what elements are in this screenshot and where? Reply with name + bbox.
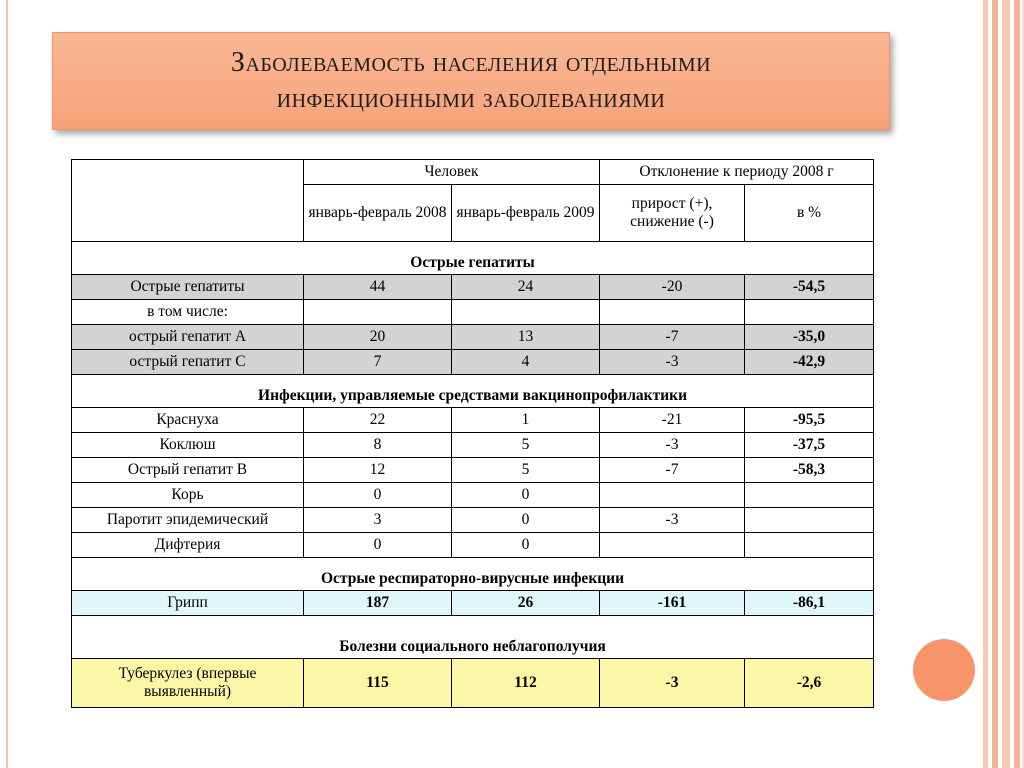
cell-2009: 13: [452, 325, 600, 350]
row-name: Краснуха: [72, 408, 304, 433]
cell-2008: 0: [304, 533, 452, 558]
row-name: Коклюш: [72, 433, 304, 458]
row-name: Туберкулез (впервые выявленный): [72, 659, 304, 708]
row-name: в том числе:: [72, 300, 304, 325]
section-title: Инфекции, управляемые средствами вакцинопрофилактики: [72, 375, 874, 408]
cell-2009: 4: [452, 350, 600, 375]
table-row: [72, 533, 874, 558]
cell-pct: -58,3: [745, 458, 874, 483]
cell-2008: 187: [304, 591, 452, 616]
section-title: Острые респираторно-вирусные инфекции: [72, 558, 874, 591]
cell-pct: -2,6: [745, 659, 874, 708]
table-row: [72, 350, 874, 375]
section-title: Острые гепатиты: [72, 242, 874, 275]
cell-change: -21: [600, 408, 745, 433]
row-name: острый гепатит А: [72, 325, 304, 350]
cell-2009: 24: [452, 275, 600, 300]
table-row: [72, 591, 874, 616]
row-name: острый гепатит С: [72, 350, 304, 375]
cell-change: -7: [600, 325, 745, 350]
left-border-line: [6, 0, 8, 768]
cell-2009: 5: [452, 433, 600, 458]
section-row: [72, 375, 874, 408]
cell-2009: [452, 300, 600, 325]
cell-2008: 115: [304, 659, 452, 708]
cell-2008: 22: [304, 408, 452, 433]
header-blank-cell: [72, 160, 304, 242]
cell-change: -3: [600, 433, 745, 458]
cell-pct: -37,5: [745, 433, 874, 458]
header-deviation: Отклонение к периоду 2008 г: [600, 160, 874, 185]
section-row: [72, 558, 874, 591]
cell-2008: 8: [304, 433, 452, 458]
cell-pct: [745, 533, 874, 558]
section-row: [72, 242, 874, 275]
cell-change: -3: [600, 350, 745, 375]
cell-change: -3: [600, 508, 745, 533]
header-col-2008: январь-февраль 2008: [304, 185, 452, 242]
row-name: Паротит эпидемический: [72, 508, 304, 533]
cell-2008: 12: [304, 458, 452, 483]
table-row: [72, 325, 874, 350]
table-row: [72, 483, 874, 508]
cell-change: [600, 533, 745, 558]
cell-2008: 0: [304, 483, 452, 508]
header-row-1: [72, 160, 874, 185]
row-name: Дифтерия: [72, 533, 304, 558]
cell-pct: -42,9: [745, 350, 874, 375]
cell-change: [600, 300, 745, 325]
row-name: Острый гепатит В: [72, 458, 304, 483]
table-row: [72, 458, 874, 483]
cell-2008: [304, 300, 452, 325]
cell-pct: [745, 300, 874, 325]
table-row: [72, 433, 874, 458]
cell-2009: 5: [452, 458, 600, 483]
cell-2009: 0: [452, 483, 600, 508]
cell-2008: 20: [304, 325, 452, 350]
incidence-table: [71, 159, 874, 708]
cell-pct: [745, 483, 874, 508]
cell-2009: 0: [452, 508, 600, 533]
cell-change: -7: [600, 458, 745, 483]
cell-pct: -86,1: [745, 591, 874, 616]
header-people: Человек: [304, 160, 600, 185]
cell-2009: 0: [452, 533, 600, 558]
row-name: Корь: [72, 483, 304, 508]
section-row: [72, 616, 874, 659]
header-col-2009: январь-февраль 2009: [452, 185, 600, 242]
right-decorative-stripes: [980, 0, 1024, 768]
slide-title: [52, 32, 890, 130]
row-name: Грипп: [72, 591, 304, 616]
cell-2009: 1: [452, 408, 600, 433]
cell-2009: 112: [452, 659, 600, 708]
cell-change: -161: [600, 591, 745, 616]
cell-pct: [745, 508, 874, 533]
cell-2009: 26: [452, 591, 600, 616]
table-row: [72, 408, 874, 433]
cell-2008: 3: [304, 508, 452, 533]
cell-change: -3: [600, 659, 745, 708]
cell-change: -20: [600, 275, 745, 300]
table-row: [72, 300, 874, 325]
table-row: [72, 508, 874, 533]
cell-2008: 7: [304, 350, 452, 375]
header-col-pct: в %: [745, 185, 874, 242]
row-name: Острые гепатиты: [72, 275, 304, 300]
cell-pct: -54,5: [745, 275, 874, 300]
cell-change: [600, 483, 745, 508]
header-col-change: прирост (+), снижение (-): [600, 185, 745, 242]
title-line-1: Заболеваемость населения отдельными: [230, 47, 712, 78]
cell-pct: -95,5: [745, 408, 874, 433]
title-line-2: инфекционными заболеваниями: [276, 83, 666, 114]
cell-2008: 44: [304, 275, 452, 300]
table-row: [72, 659, 874, 708]
cell-pct: -35,0: [745, 325, 874, 350]
table-row: [72, 275, 874, 300]
section-title: Болезни социального неблагополучия: [72, 616, 874, 659]
decorative-circle: [913, 639, 975, 701]
